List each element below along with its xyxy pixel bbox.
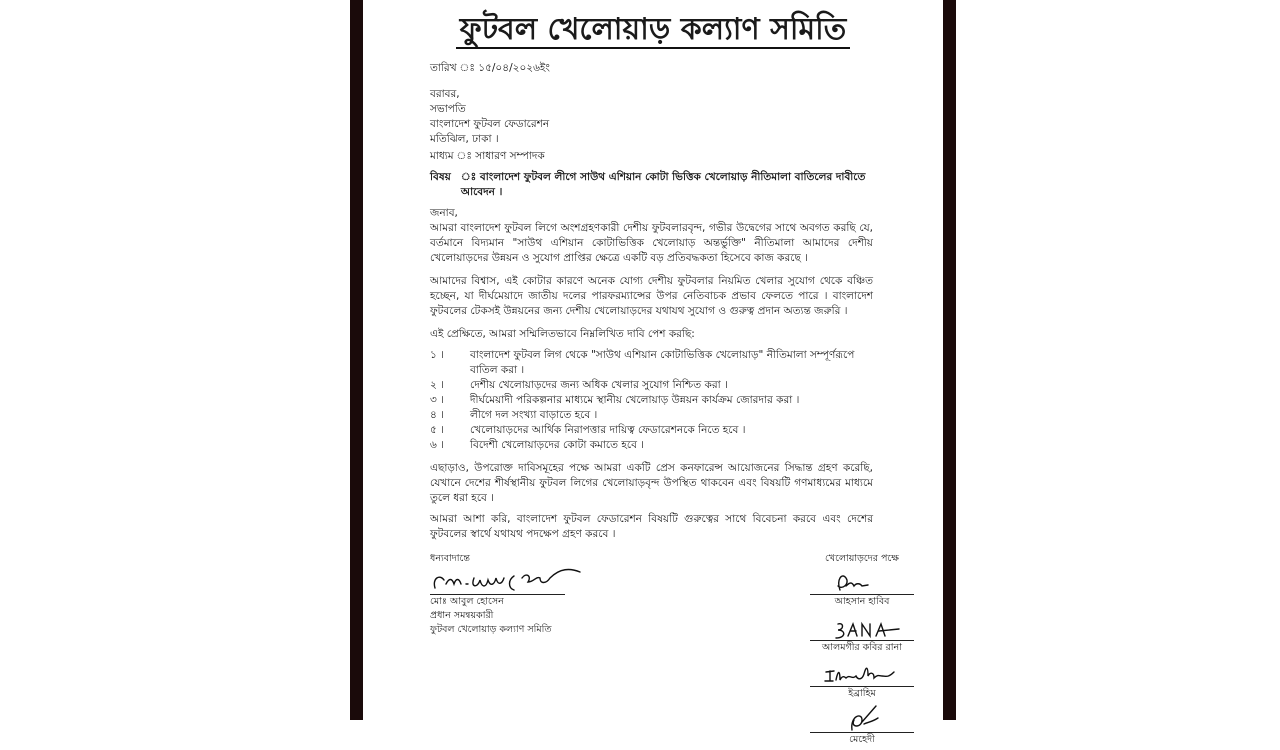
- sender-signature-line: [430, 566, 565, 595]
- demand-item: [430, 348, 873, 378]
- player-name: মেহেদী: [849, 734, 875, 745]
- players-heading: খেলোয়াড়দের পক্ষে: [825, 553, 899, 564]
- player-name: আলমগীর কবির রানা: [822, 642, 902, 653]
- closing-paragraph: এছাড়াও, উপরোক্ত দাবিসমূহের পক্ষে আমরা একটি প্রেস কনফারেন্স আয়োজনের সিদ্ধান্ত গ্রহণ করেছি, যেখানে দেশের শীর্ষস্থানীয় ফুটবল লিগের খেলোয়াড়বৃন্দ উপস্থিত থাকবেন এবং বিষয়টি গণমাধ্যমের মাধ্যমে তুলে ধরা হবে ।: [430, 462, 873, 504]
- demands-list: [430, 348, 873, 453]
- player-signature: [832, 620, 902, 640]
- body-paragraph: আমরা বাংলাদেশ ফুটবল লিগে অংশগ্রহণকারী দেশীয় ফুটবলারবৃন্দ, গভীর উদ্বেগের সাথে অবগত করছি যে, বর্তমানে বিদ্যমান "সাউথ এশিয়ান কোটাভিত্তিক খেলোয়াড় অন্তর্ভুক্তি" নীতিমালা আমাদের দেশীয় খেলোয়াড়দের উন্নয়ন ও সুযোগ প্রাপ্তির ক্ষেত্রে একটি বড় প্রতিবদ্ধকতা হিসেবে কাজ করছে ।: [430, 222, 873, 264]
- letter-page: [363, 0, 943, 745]
- subject-label: বিষয়: [430, 171, 451, 183]
- via-line: মাধ্যম ঃ সাধারণ সম্পাদক: [430, 150, 545, 162]
- demand-number: ২ ।: [430, 379, 444, 391]
- body-paragraph: আমাদের বিশ্বাস, এই কোটার কারণে অনেক যোগ্য দেশীয় ফুটবলার নিয়মিত খেলার সুযোগ থেকে বঞ্চিত হচ্ছেন, যা দীর্ঘমেয়াদে জাতীয় দলের পারফরম্যান্সের উপর নেতিবাচক প্রভাব ফেলতে পারে । বাংলাদেশ ফুটবলের টেকসই উন্নয়নের জন্য দেশীয় খেলোয়াড়দের যথাযথ সুযোগ ও গুরুত্ব প্রদান অত্যন্ত জরুরি ।: [430, 275, 873, 317]
- player-signature-line: [810, 612, 914, 641]
- demand-number: ৪ ।: [430, 409, 444, 421]
- salutation: জনাব,: [430, 207, 458, 219]
- player-entry: [810, 658, 914, 701]
- player-signature-line: [810, 658, 914, 687]
- recipient-line: বাংলাদেশ ফুটবল ফেডারেশন: [430, 118, 550, 130]
- player-signature: [832, 570, 892, 594]
- player-entry: [810, 612, 914, 655]
- letter-body: [430, 61, 902, 750]
- demand-number: ১ ।: [430, 349, 444, 361]
- signature-section: [430, 552, 902, 750]
- player-signature-line: [810, 704, 914, 733]
- thanks: ধন্যবাদান্তে: [430, 553, 470, 564]
- letterhead-title: [363, 10, 943, 50]
- date: তারিখ ঃ ১৫/০৪/২০২৬ইং: [430, 62, 550, 74]
- player-signature: [822, 666, 902, 686]
- recipient-line: সভাপতি: [430, 103, 466, 115]
- letterhead-title-text: ফুটবল খেলোয়াড় কল্যাণ সমিতি: [456, 12, 850, 49]
- demands-intro: এই প্রেক্ষিতে, আমরা সম্মিলিতভাবে নিম্নলিখিত দাবি পেশ করছি:: [430, 328, 695, 340]
- player-entry: [810, 704, 914, 747]
- sender-designation: প্রধান সমন্বয়কারী: [430, 610, 494, 621]
- demand-text: দেশীয় খেলোয়াড়দের জন্য অধিক খেলার সুযোগ নিশ্চিত করা ।: [470, 379, 728, 391]
- player-signature: [846, 704, 886, 732]
- right-frame-border: [943, 0, 956, 720]
- player-name: আহসান হাবিব: [834, 596, 890, 607]
- demand-number: ৩ ।: [430, 394, 444, 406]
- demand-text: দীর্ঘমেয়াদী পরিকল্পনার মাধ্যমে স্থানীয় খেলোয়াড় উন্নয়ন কার্যক্রম জোরদার করা ।: [470, 394, 800, 406]
- player-entry: [810, 566, 914, 609]
- demand-text: বাংলাদেশ ফুটবল লিগ থেকে "সাউথ এশিয়ান কোটাভিত্তিক খেলোয়াড়" নীতিমালা সম্পূর্ণরূপে বাতিল করা ।: [470, 349, 855, 376]
- closing-paragraph: আমরা আশা করি, বাংলাদেশ ফুটবল ফেডারেশন বিষয়টি গুরুত্বের সাথে বিবেচনা করবে এবং দেশের ফুটবলের স্বার্থে যথাযথ পদক্ষেপ গ্রহণ করবে ।: [430, 513, 873, 540]
- demand-number: ৬ ।: [430, 439, 444, 451]
- players-block: [810, 552, 914, 750]
- left-frame-border: [350, 0, 363, 720]
- sender-organization: ফুটবল খেলোয়াড় কল্যাণ সমিতি: [430, 624, 552, 635]
- sender-block: [430, 552, 590, 750]
- recipient-line: বরাবর,: [430, 88, 460, 100]
- demand-item: [430, 438, 873, 453]
- demand-item: [430, 408, 873, 423]
- demand-item: [430, 423, 873, 438]
- sender-name: মোঃ আবুল হোসেন: [430, 596, 504, 607]
- demand-item: [430, 378, 873, 393]
- subject-text: ঃ বাংলাদেশ ফুটবল লীগে সাউথ এশিয়ান কোটা ভিত্তিক খেলোয়াড় নীতিমালা বাতিলের দাবীতে আবেদন ।: [460, 171, 866, 198]
- player-name: ইব্রাহিম: [848, 688, 876, 699]
- sender-signature: [430, 566, 590, 594]
- subject-row: [430, 170, 873, 200]
- recipient-block: [430, 87, 873, 147]
- recipient-line: মতিঝিল, ঢাকা ।: [430, 133, 499, 145]
- demand-number: ৫ ।: [430, 424, 444, 436]
- demand-text: খেলোয়াড়দের আর্থিক নিরাপত্তার দায়িত্ব ফেডারেশনকে নিতে হবে ।: [470, 424, 746, 436]
- demand-item: [430, 393, 873, 408]
- demand-text: লীগে দল সংখ্যা বাড়াতে হবে ।: [470, 409, 598, 421]
- demand-text: বিদেশী খেলোয়াড়দের কোটা কমাতে হবে ।: [470, 439, 645, 451]
- player-signature-line: [810, 566, 914, 595]
